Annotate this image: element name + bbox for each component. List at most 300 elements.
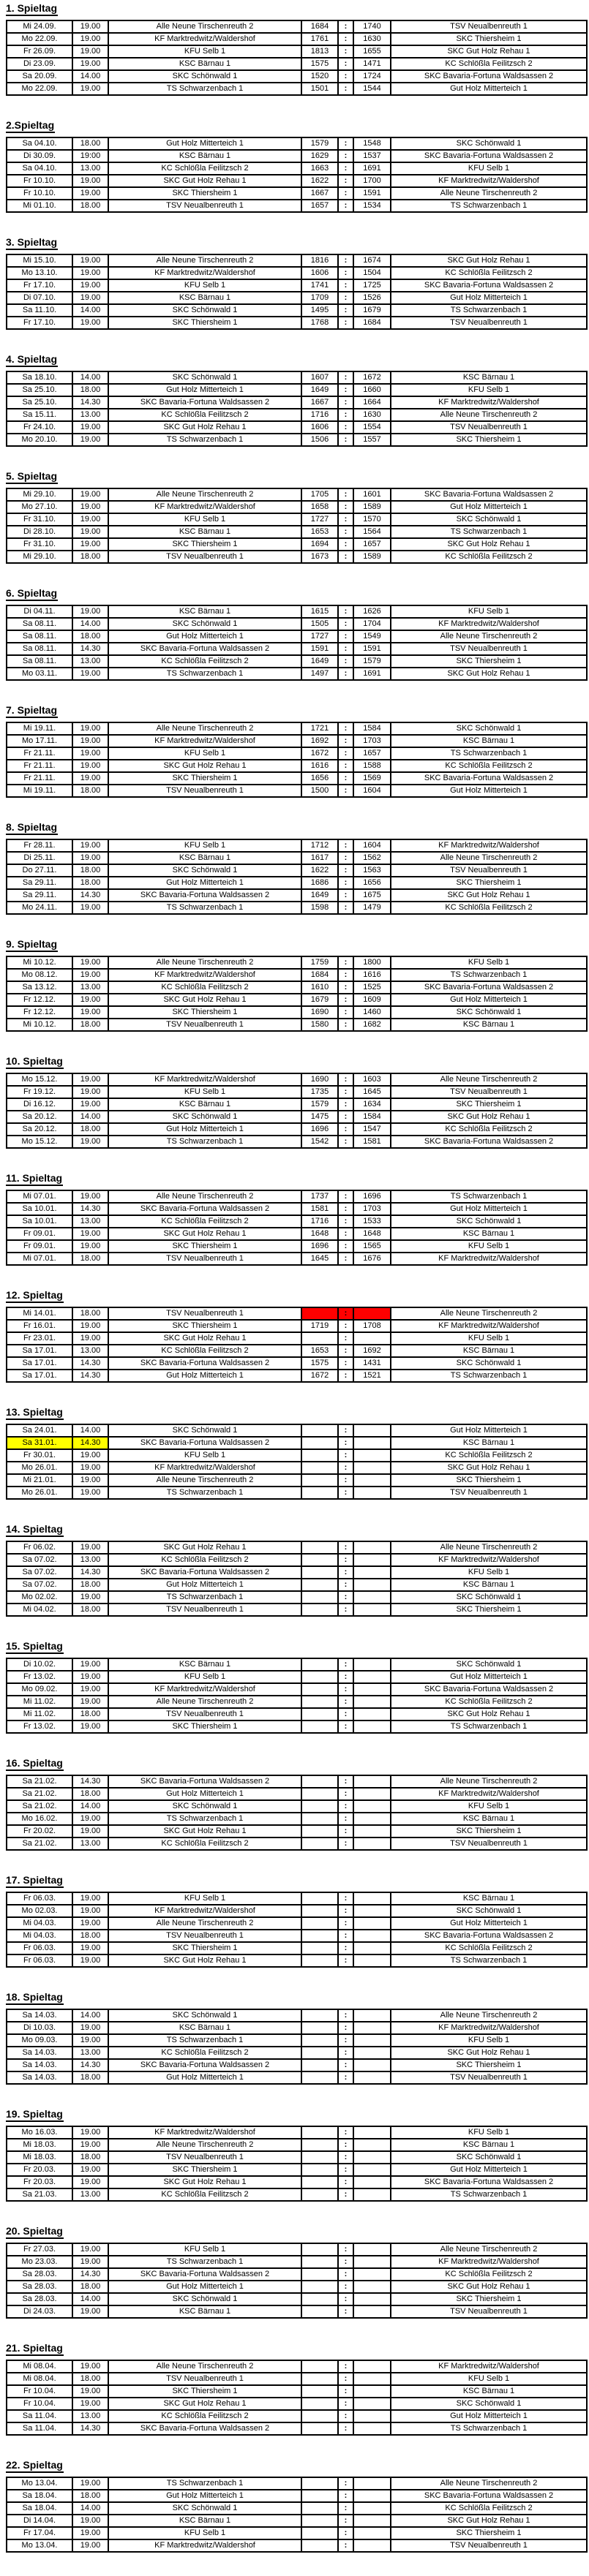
match-time: 18.00 (72, 2071, 108, 2084)
home-team: KF Marktredwitz/Waldershof (108, 735, 301, 747)
away-team: KFU Selb 1 (391, 1566, 587, 1579)
away-score (353, 2515, 391, 2527)
away-score (353, 2422, 391, 2435)
home-score (301, 1942, 338, 1954)
match-time: 19.00 (72, 1487, 108, 1499)
matchday-rows (7, 20, 587, 95)
match-date: Fr 13.02. (7, 1721, 72, 1733)
match-date: Sa 14.03. (7, 2009, 72, 2022)
away-team: SKC Bavaria-Fortuna Waldsassen 2 (391, 1136, 587, 1148)
match-time: 18.00 (72, 551, 108, 563)
matchday-title: 22. Spieltag (6, 2459, 64, 2473)
match-date: Mi 04.02. (7, 1604, 72, 1616)
matchday-section (6, 1991, 589, 2108)
home-team: KSC Bärnau 1 (108, 292, 301, 304)
home-team: SKC Schönwald 1 (108, 371, 301, 384)
match-date: Fr 21.11. (7, 747, 72, 760)
away-team: KSC Bärnau 1 (391, 371, 587, 384)
score-separator: : (338, 618, 353, 630)
match-date: Mo 17.11. (7, 735, 72, 747)
away-team: Gut Holz Mitterteich 1 (391, 1671, 587, 1683)
away-score (353, 2293, 391, 2305)
score-separator: : (338, 1203, 353, 1215)
match-time: 18.00 (72, 2373, 108, 2385)
match-date: Di 24.03. (7, 2305, 72, 2318)
matchday-rows (7, 2243, 587, 2318)
match-time: 19.00 (72, 2256, 108, 2268)
score-separator: : (338, 1019, 353, 1031)
match-time: 14.00 (72, 618, 108, 630)
match-row (7, 1591, 587, 1604)
match-row (7, 630, 587, 643)
home-team: Gut Holz Mitterteich 1 (108, 1370, 301, 1382)
match-time: 14.00 (72, 1800, 108, 1813)
match-date: Mi 07.01. (7, 1190, 72, 1203)
away-team: SKC Thiersheim 1 (391, 655, 587, 668)
away-score (353, 2256, 391, 2268)
match-row (7, 1671, 587, 1683)
home-team: SKC Thiersheim 1 (108, 1721, 301, 1733)
home-score (301, 2034, 338, 2047)
away-score (353, 1942, 391, 1954)
match-time: 19.00 (72, 1825, 108, 1837)
matchday-table (6, 1073, 588, 1149)
matchday-table (6, 2126, 588, 2202)
matchday-table (6, 1307, 588, 1383)
matchday-table (6, 371, 588, 447)
match-row (7, 2373, 587, 2385)
home-team: SKC Schönwald 1 (108, 70, 301, 83)
match-date: Sa 04.10. (7, 162, 72, 175)
home-score: 1495 (301, 304, 338, 317)
score-separator: : (338, 2047, 353, 2059)
score-separator: : (338, 526, 353, 538)
home-team: KF Marktredwitz/Waldershof (108, 501, 301, 513)
away-team: Gut Holz Mitterteich 1 (391, 2164, 587, 2176)
home-score (301, 2422, 338, 2435)
matchday-rows (7, 371, 587, 446)
score-separator: : (338, 1658, 353, 1671)
match-date: Fr 06.03. (7, 1954, 72, 1967)
match-row (7, 2059, 587, 2071)
match-row (7, 1019, 587, 1031)
away-score: 1679 (353, 304, 391, 317)
matchday-section (6, 821, 589, 938)
matchday-rows (7, 1424, 587, 1499)
home-team: TS Schwarzenbach 1 (108, 2034, 301, 2047)
score-separator: : (338, 2410, 353, 2422)
match-row (7, 1541, 587, 1554)
score-separator: : (338, 551, 353, 563)
match-row (7, 994, 587, 1006)
match-date: Sa 18.04. (7, 2502, 72, 2515)
match-time: 19.00 (72, 969, 108, 981)
match-row (7, 1604, 587, 1616)
score-separator: : (338, 2490, 353, 2502)
match-time: 19.00 (72, 1942, 108, 1954)
match-row (7, 2126, 587, 2139)
home-score: 1622 (301, 864, 338, 877)
match-time: 19.00 (72, 2126, 108, 2139)
score-separator: : (338, 1215, 353, 1228)
home-team: SKC Thiersheim 1 (108, 317, 301, 329)
match-time: 19.00 (72, 2305, 108, 2318)
home-score: 1692 (301, 735, 338, 747)
matchday-table (6, 2360, 588, 2436)
score-separator: : (338, 2422, 353, 2435)
home-team: Alle Neune Tirschenreuth 2 (108, 722, 301, 735)
home-score: 1768 (301, 317, 338, 329)
score-separator: : (338, 2164, 353, 2176)
match-row (7, 1487, 587, 1499)
away-team: KSC Bärnau 1 (391, 2139, 587, 2151)
score-separator: : (338, 1073, 353, 1086)
match-row (7, 1775, 587, 1788)
away-team: SKC Bavaria-Fortuna Waldsassen 2 (391, 772, 587, 785)
away-score: 1526 (353, 292, 391, 304)
away-team: TS Schwarzenbach 1 (391, 747, 587, 760)
match-row (7, 902, 587, 914)
match-time: 19.00 (72, 2022, 108, 2034)
away-score: 1664 (353, 396, 391, 409)
match-row (7, 2305, 587, 2318)
away-score: 1557 (353, 434, 391, 446)
score-separator: : (338, 488, 353, 501)
away-score: 1564 (353, 526, 391, 538)
match-row (7, 150, 587, 162)
home-score: 1657 (301, 200, 338, 212)
home-team: KC Schlößla Feilitzsch 2 (108, 409, 301, 421)
home-score: 1579 (301, 137, 338, 150)
match-row (7, 2176, 587, 2188)
match-row (7, 2422, 587, 2435)
match-time: 18.00 (72, 2151, 108, 2164)
away-score (353, 1788, 391, 1800)
match-date: Sa 11.04. (7, 2410, 72, 2422)
score-separator: : (338, 1671, 353, 1683)
score-separator: : (338, 981, 353, 994)
match-row (7, 605, 587, 618)
away-team: SKC Bavaria-Fortuna Waldsassen 2 (391, 279, 587, 292)
match-time: 19.00 (72, 20, 108, 33)
match-row (7, 162, 587, 175)
matchday-section (6, 2225, 589, 2342)
home-team: Alle Neune Tirschenreuth 2 (108, 1190, 301, 1203)
score-separator: : (338, 2243, 353, 2256)
away-team: Alle Neune Tirschenreuth 2 (391, 1073, 587, 1086)
away-team: SKC Gut Holz Rehau 1 (391, 668, 587, 680)
score-separator: : (338, 137, 353, 150)
match-date: Fr 17.10. (7, 317, 72, 329)
away-score: 1589 (353, 551, 391, 563)
match-date: Mi 04.03. (7, 1930, 72, 1942)
match-date: Sa 07.02. (7, 1579, 72, 1591)
away-score (353, 1800, 391, 1813)
home-team: TS Schwarzenbach 1 (108, 2477, 301, 2490)
match-row (7, 1345, 587, 1357)
home-score (301, 1671, 338, 1683)
match-date: Mi 11.02. (7, 1696, 72, 1708)
match-date: Fr 26.09. (7, 45, 72, 58)
match-row (7, 1930, 587, 1942)
matchday-section (6, 587, 589, 704)
matchday-title: 13. Spieltag (6, 1406, 64, 1420)
home-score: 1690 (301, 1073, 338, 1086)
match-row (7, 1462, 587, 1474)
away-team: SKC Gut Holz Rehau 1 (391, 538, 587, 551)
home-score: 1649 (301, 384, 338, 396)
away-score (353, 1474, 391, 1487)
away-score (353, 2151, 391, 2164)
match-time: 13.00 (72, 162, 108, 175)
match-date: Fr 06.03. (7, 1942, 72, 1954)
score-separator: : (338, 1487, 353, 1499)
home-score: 1542 (301, 1136, 338, 1148)
match-time: 19.00 (72, 1462, 108, 1474)
away-team: KC Schlößla Feilitzsch 2 (391, 1449, 587, 1462)
home-score: 1721 (301, 722, 338, 735)
score-separator: : (338, 150, 353, 162)
away-score (353, 1462, 391, 1474)
score-separator: : (338, 1905, 353, 1917)
score-separator: : (338, 785, 353, 797)
match-date: Fr 27.03. (7, 2243, 72, 2256)
home-team: KC Schlößla Feilitzsch 2 (108, 1554, 301, 1566)
match-date: Mi 29.10. (7, 551, 72, 563)
away-score: 1703 (353, 735, 391, 747)
away-team: Alle Neune Tirschenreuth 2 (391, 1775, 587, 1788)
away-score: 1724 (353, 70, 391, 83)
home-team: Alle Neune Tirschenreuth 2 (108, 254, 301, 267)
match-time: 13.00 (72, 409, 108, 421)
home-score: 1500 (301, 785, 338, 797)
match-row (7, 396, 587, 409)
home-score: 1653 (301, 1345, 338, 1357)
home-team: SKC Thiersheim 1 (108, 772, 301, 785)
home-score (301, 1930, 338, 1942)
home-team: SKC Thiersheim 1 (108, 1240, 301, 1253)
score-separator: : (338, 1591, 353, 1604)
match-time: 14.00 (72, 1424, 108, 1437)
match-time: 19.00 (72, 1006, 108, 1019)
match-row (7, 1111, 587, 1123)
match-date: Sa 17.01. (7, 1357, 72, 1370)
away-team: KFU Selb 1 (391, 1332, 587, 1345)
away-team: Gut Holz Mitterteich 1 (391, 785, 587, 797)
match-date: Mi 11.02. (7, 1708, 72, 1721)
match-time: 19.00 (72, 1905, 108, 1917)
matchday-rows (7, 488, 587, 563)
home-score (301, 1462, 338, 1474)
match-row (7, 2502, 587, 2515)
match-time: 19.00 (72, 2477, 108, 2490)
match-time: 19.00 (72, 2539, 108, 2552)
home-team: SKC Gut Holz Rehau 1 (108, 2176, 301, 2188)
away-score (353, 1721, 391, 1733)
away-team: KC Schlößla Feilitzsch 2 (391, 267, 587, 279)
matchday-rows (7, 1190, 587, 1265)
matchday-title: 11. Spieltag (6, 1172, 63, 1186)
match-date: Mo 08.12. (7, 969, 72, 981)
match-row (7, 839, 587, 852)
score-separator: : (338, 1788, 353, 1800)
match-time: 19.00 (72, 1086, 108, 1098)
home-team: KC Schlößla Feilitzsch 2 (108, 981, 301, 994)
match-date: Mo 15.12. (7, 1136, 72, 1148)
away-team: KSC Bärnau 1 (391, 1345, 587, 1357)
away-score: 1591 (353, 187, 391, 200)
home-team: KC Schlößla Feilitzsch 2 (108, 162, 301, 175)
away-team: KFU Selb 1 (391, 2126, 587, 2139)
home-team: TS Schwarzenbach 1 (108, 83, 301, 95)
score-separator: : (338, 1424, 353, 1437)
score-separator: : (338, 1345, 353, 1357)
home-team: KSC Bärnau 1 (108, 605, 301, 618)
away-score: 1692 (353, 1345, 391, 1357)
score-separator: : (338, 643, 353, 655)
home-team: Alle Neune Tirschenreuth 2 (108, 2139, 301, 2151)
match-date: Sa 29.11. (7, 877, 72, 889)
home-team: KFU Selb 1 (108, 279, 301, 292)
match-date: Fr 16.01. (7, 1320, 72, 1332)
matchday-rows (7, 722, 587, 797)
match-date: Mi 21.01. (7, 1474, 72, 1487)
home-team: SKC Thiersheim 1 (108, 1942, 301, 1954)
away-team: TSV Neualbenreuth 1 (391, 317, 587, 329)
matchday-table (6, 2243, 588, 2319)
match-time: 14.30 (72, 1566, 108, 1579)
home-team: TSV Neualbenreuth 1 (108, 785, 301, 797)
home-score (301, 2256, 338, 2268)
match-date: Mo 27.10. (7, 501, 72, 513)
home-team: SKC Schönwald 1 (108, 2293, 301, 2305)
home-score: 1735 (301, 1086, 338, 1098)
matchday-title: 9. Spieltag (6, 938, 58, 952)
away-score: 1570 (353, 513, 391, 526)
match-time: 13.00 (72, 1345, 108, 1357)
score-separator: : (338, 45, 353, 58)
matchday-section (6, 1055, 589, 1172)
home-team: KF Marktredwitz/Waldershof (108, 1462, 301, 1474)
away-score (353, 1892, 391, 1905)
home-score (301, 1837, 338, 1850)
home-score (301, 2360, 338, 2373)
home-score (301, 1892, 338, 1905)
matchday-title: 15. Spieltag (6, 1640, 64, 1654)
away-team: TS Schwarzenbach 1 (391, 526, 587, 538)
away-team: TSV Neualbenreuth 1 (391, 2071, 587, 2084)
match-row (7, 1424, 587, 1437)
home-team: KSC Bärnau 1 (108, 2515, 301, 2527)
away-team: TS Schwarzenbach 1 (391, 1954, 587, 1967)
away-team: SKC Thiersheim 1 (391, 877, 587, 889)
score-separator: : (338, 1942, 353, 1954)
away-score: 1675 (353, 889, 391, 902)
away-team: SKC Bavaria-Fortuna Waldsassen 2 (391, 488, 587, 501)
away-score (353, 2539, 391, 2552)
match-row (7, 877, 587, 889)
home-score: 1686 (301, 877, 338, 889)
away-score (353, 2243, 391, 2256)
away-team: KSC Bärnau 1 (391, 735, 587, 747)
match-row (7, 1696, 587, 1708)
match-date: Sa 25.10. (7, 396, 72, 409)
match-time: 19.00 (72, 1721, 108, 1733)
home-score (301, 1788, 338, 1800)
matchday-title: 2.Spieltag (6, 119, 55, 133)
match-date: Sa 07.02. (7, 1566, 72, 1579)
away-team: SKC Schönwald 1 (391, 2151, 587, 2164)
matchday-title: 8. Spieltag (6, 821, 58, 835)
match-row (7, 1123, 587, 1136)
match-time: 19.00 (72, 513, 108, 526)
away-score (353, 1930, 391, 1942)
match-time: 19.00 (72, 1954, 108, 1967)
score-separator: : (338, 33, 353, 45)
match-time: 19.00 (72, 1073, 108, 1086)
score-separator: : (338, 2502, 353, 2515)
home-team: SKC Bavaria-Fortuna Waldsassen 2 (108, 1203, 301, 1215)
match-date: Mo 26.01. (7, 1462, 72, 1474)
match-row (7, 551, 587, 563)
away-team: TSV Neualbenreuth 1 (391, 2539, 587, 2552)
match-row (7, 889, 587, 902)
home-score: 1709 (301, 292, 338, 304)
away-team: SKC Gut Holz Rehau 1 (391, 2515, 587, 2527)
away-score: 1740 (353, 20, 391, 33)
score-separator: : (338, 200, 353, 212)
home-score: 1653 (301, 526, 338, 538)
match-date: Mo 03.11. (7, 668, 72, 680)
match-time: 19.00 (72, 1671, 108, 1683)
match-row (7, 254, 587, 267)
match-date: Sa 21.02. (7, 1800, 72, 1813)
match-row (7, 785, 587, 797)
matchday-section (6, 2459, 589, 2576)
matchday-title: 3. Spieltag (6, 236, 58, 250)
match-date: Sa 18.04. (7, 2490, 72, 2502)
match-row (7, 513, 587, 526)
match-row (7, 1683, 587, 1696)
away-team: TSV Neualbenreuth 1 (391, 421, 587, 434)
home-team: KC Schlößla Feilitzsch 2 (108, 2410, 301, 2422)
home-score (301, 2305, 338, 2318)
match-row (7, 421, 587, 434)
match-row (7, 2022, 587, 2034)
matchday-title: 18. Spieltag (6, 1991, 64, 2005)
match-time: 19.00 (72, 538, 108, 551)
away-score: 1604 (353, 839, 391, 852)
match-time: 18.00 (72, 2490, 108, 2502)
home-team: KFU Selb 1 (108, 45, 301, 58)
match-time: 14.00 (72, 371, 108, 384)
home-team: Alle Neune Tirschenreuth 2 (108, 1917, 301, 1930)
score-separator: : (338, 434, 353, 446)
match-row (7, 1437, 587, 1449)
score-separator: : (338, 279, 353, 292)
match-time: 18.00 (72, 2281, 108, 2293)
home-score (301, 1307, 338, 1320)
score-separator: : (338, 2256, 353, 2268)
home-team: TSV Neualbenreuth 1 (108, 1019, 301, 1031)
score-separator: : (338, 396, 353, 409)
away-team: SKC Thiersheim 1 (391, 1098, 587, 1111)
match-row (7, 2281, 587, 2293)
match-time: 14.30 (72, 1203, 108, 1215)
score-separator: : (338, 1449, 353, 1462)
home-score (301, 1449, 338, 1462)
match-time: 19.00 (72, 1098, 108, 1111)
